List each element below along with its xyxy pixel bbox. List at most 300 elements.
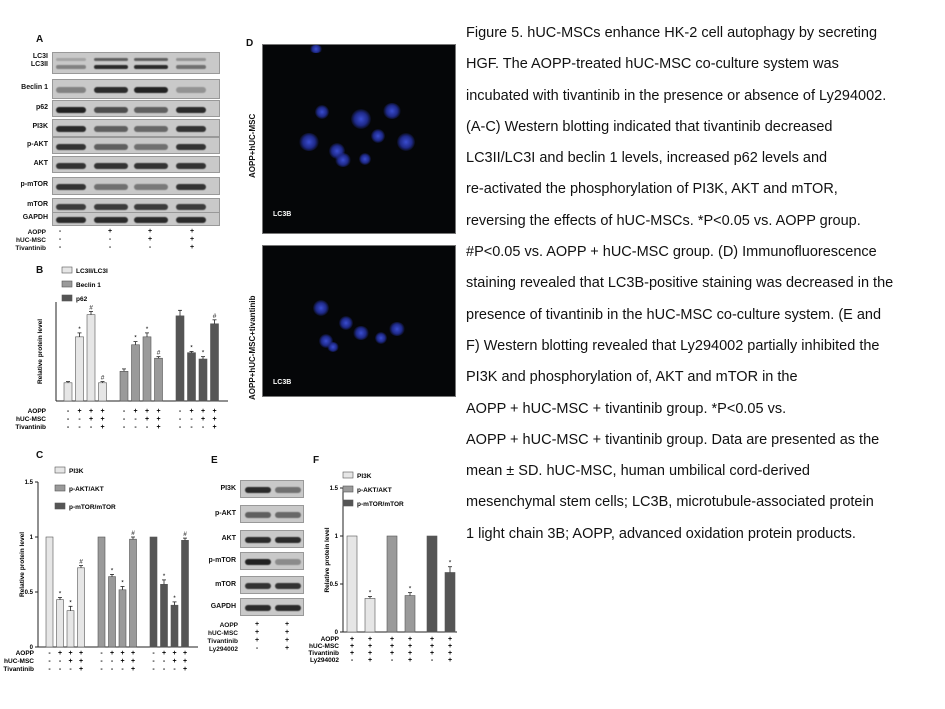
legend-swatch <box>62 281 72 287</box>
y-tick-label: 0 <box>29 645 33 651</box>
blot-band <box>176 204 206 210</box>
condition-sign: + <box>156 408 161 415</box>
condition-sign: + <box>130 658 136 665</box>
blot-band <box>176 87 206 93</box>
condition-sign: + <box>172 658 177 665</box>
bar <box>57 600 64 647</box>
significance-mark: * <box>190 344 193 352</box>
blot-condition-sign: + <box>254 621 260 628</box>
legend-label: p62 <box>76 296 88 303</box>
blot-row-label: AKT <box>221 535 236 542</box>
condition-sign: - <box>152 658 155 665</box>
blot-row-label: p62 <box>35 103 48 111</box>
fluor-top-side-label: AOPP+hUC-MSC <box>248 113 257 178</box>
significance-mark: # <box>79 558 83 566</box>
bar <box>98 537 105 647</box>
blot-band <box>176 217 206 223</box>
condition-sign: + <box>156 424 161 431</box>
condition-sign: - <box>145 424 149 431</box>
caption-line: 1 light chain 3B; AOPP, advanced oxidation protein products. <box>466 525 856 542</box>
blot-band <box>275 559 301 565</box>
condition-sign: + <box>182 658 188 665</box>
blot-condition-label: AOPP <box>27 229 46 236</box>
blot-strip <box>52 198 220 213</box>
condition-label: AOPP <box>15 650 34 657</box>
condition-sign: + <box>212 424 217 431</box>
blot-band <box>56 144 86 150</box>
significance-mark: * <box>69 599 72 607</box>
condition-sign: + <box>144 408 150 415</box>
y-tick-label: 0.5 <box>24 590 33 596</box>
blot-strip <box>52 156 220 173</box>
condition-sign: + <box>88 408 94 415</box>
condition-sign: - <box>121 666 124 673</box>
blot-row-label: GAPDH <box>210 603 236 610</box>
condition-sign: - <box>89 424 93 431</box>
fluor-image-bottom <box>262 245 456 397</box>
condition-sign: - <box>48 658 51 665</box>
y-tick-label: 0 <box>334 630 338 636</box>
condition-sign: - <box>178 416 182 423</box>
blot-condition-label: hUC-MSC <box>208 630 238 637</box>
caption-line: presence of tivantinib in the hUC-MSC co-culture system. (E and <box>466 306 882 323</box>
blot-strip <box>52 177 220 195</box>
condition-sign: + <box>367 657 373 664</box>
blot-band <box>245 537 271 543</box>
blot-condition-label: Tivantinib <box>15 245 46 252</box>
bar <box>120 371 128 401</box>
condition-sign: + <box>57 650 63 657</box>
blot-band <box>56 126 86 132</box>
bar <box>78 568 85 647</box>
significance-mark: * <box>134 334 137 342</box>
condition-sign: + <box>212 416 217 423</box>
bar <box>155 358 163 401</box>
blot-condition-label: Tivantinib <box>207 638 238 645</box>
condition-sign: - <box>58 658 62 665</box>
caption-line: mesenchymal stem cells; LC3B, microtubule-associated protein <box>466 494 874 511</box>
blot-condition-sign: + <box>189 236 195 243</box>
condition-sign: - <box>201 424 205 431</box>
legend-label: p-AKT/AKT <box>69 486 104 493</box>
blot-condition-sign: + <box>189 228 195 235</box>
legend-swatch <box>55 503 65 509</box>
caption-line: #P<0.05 vs. AOPP + hUC-MSC group. (D) Immunofluorescence <box>466 244 877 261</box>
blot-band <box>94 184 128 190</box>
bar <box>347 536 357 632</box>
blot-strip <box>240 552 304 570</box>
condition-sign: + <box>407 643 413 650</box>
blot-band <box>245 487 271 493</box>
y-tick-label: 1.5 <box>329 486 338 492</box>
condition-sign: - <box>190 416 193 423</box>
y-tick-label: 1 <box>334 534 338 540</box>
condition-sign: + <box>407 650 413 657</box>
caption-line: PI3K and phosphorylation of, AKT and mTOR in the <box>466 369 798 386</box>
blot-band <box>245 605 271 611</box>
fluor-top-tag: LC3B <box>273 211 292 218</box>
condition-sign: + <box>212 408 217 415</box>
condition-label: hUC-MSC <box>309 643 339 650</box>
legend-swatch <box>62 295 72 301</box>
condition-sign: - <box>430 657 434 664</box>
condition-sign: - <box>48 650 51 657</box>
blot-band <box>56 204 86 210</box>
significance-mark: * <box>145 325 149 333</box>
significance-mark: * <box>58 590 62 598</box>
caption-line: (A-C) Western blotting indicated that tivantinib decreased <box>466 118 833 135</box>
blot-band <box>245 512 271 518</box>
legend-swatch <box>343 472 353 478</box>
blot-row-label: mTOR <box>215 581 236 588</box>
condition-sign: + <box>77 408 82 415</box>
condition-sign: - <box>66 416 70 423</box>
blot-strip <box>52 137 220 154</box>
condition-sign: - <box>152 650 155 657</box>
condition-sign: - <box>162 658 166 665</box>
fluor-bottom-side-label: AOPP+hUC-MSC+tivantinib <box>248 295 257 400</box>
blot-strip <box>52 212 220 226</box>
caption-line: Figure 5. hUC-MSCs enhance HK-2 cell autophagy by secreting <box>466 25 878 41</box>
condition-sign: + <box>100 408 105 415</box>
condition-sign: - <box>134 416 137 423</box>
condition-sign: + <box>349 650 355 657</box>
condition-sign: - <box>134 424 137 431</box>
condition-sign: - <box>350 657 354 664</box>
legend-label: p-mTOR/mTOR <box>69 504 116 511</box>
condition-sign: + <box>367 650 373 657</box>
condition-sign: + <box>367 643 373 650</box>
condition-sign: + <box>133 408 138 415</box>
condition-sign: + <box>68 650 73 657</box>
legend-swatch <box>343 486 353 492</box>
condition-sign: + <box>200 408 206 415</box>
blot-band <box>134 126 168 132</box>
condition-sign: - <box>110 658 114 665</box>
blot-band <box>94 65 128 69</box>
blot-band <box>176 65 206 69</box>
y-tick-label: 1.5 <box>24 480 33 486</box>
bar <box>176 316 184 401</box>
blot-band <box>94 204 128 210</box>
y-axis-label: Relative protein level <box>37 318 44 385</box>
blot-row-label: p-AKT <box>27 140 48 148</box>
blot-strip <box>240 598 304 616</box>
condition-sign: - <box>162 666 166 673</box>
bar <box>132 345 140 401</box>
blot-row-label: p-mTOR <box>208 557 236 564</box>
condition-sign: + <box>429 636 435 643</box>
condition-sign: + <box>144 416 150 423</box>
panel-label-a: A <box>36 34 44 45</box>
bar <box>150 537 157 647</box>
blot-band <box>134 217 168 223</box>
bar <box>76 337 84 401</box>
blot-row-label: GAPDH <box>22 214 48 221</box>
significance-mark: # <box>131 530 135 537</box>
bar <box>211 324 219 401</box>
blot-band <box>56 107 86 113</box>
significance-mark: # <box>100 374 105 382</box>
blot-band <box>94 217 128 223</box>
blot-band <box>275 487 301 493</box>
blot-condition-sign: + <box>284 645 290 652</box>
blot-condition-sign: - <box>108 244 112 251</box>
blot-condition-sign: + <box>189 244 195 251</box>
blot-band <box>275 583 301 589</box>
significance-mark: * <box>110 567 114 575</box>
blot-band <box>245 559 271 565</box>
caption-line: re-activated the phosphorylation of PI3K, AKT and mTOR, <box>466 181 838 198</box>
caption-line: F) Western blotting revealed that Ly294002 partially inhibited the <box>466 337 880 354</box>
condition-label: Tivantinib <box>308 650 339 657</box>
blot-row-label: Beclin 1 <box>21 84 48 91</box>
significance-mark: * <box>368 589 372 597</box>
blot-condition-sign: - <box>58 236 62 243</box>
condition-sign: - <box>58 666 62 673</box>
bar <box>445 572 455 632</box>
condition-sign: + <box>161 650 167 657</box>
bar <box>171 605 178 647</box>
blot-strip <box>240 505 304 523</box>
caption-line: reversing the effects of hUC-MSCs. *P<0.05 vs. AOPP group. <box>466 212 861 229</box>
condition-sign: + <box>389 636 395 643</box>
condition-sign: - <box>48 666 51 673</box>
blot-condition-sign: - <box>58 244 62 251</box>
caption-line: staining revealed that LC3B-positive staining was decreased in the <box>466 275 894 292</box>
blot-band <box>134 107 168 113</box>
condition-sign: - <box>178 408 182 415</box>
bar <box>387 536 397 632</box>
condition-sign: - <box>69 666 72 673</box>
condition-sign: + <box>130 666 136 673</box>
condition-label: Ly294002 <box>309 657 339 664</box>
condition-sign: + <box>429 650 435 657</box>
blot-condition-label: hUC-MSC <box>16 237 46 244</box>
condition-sign: + <box>78 666 84 673</box>
condition-sign: - <box>190 424 193 431</box>
condition-sign: + <box>447 636 453 643</box>
significance-mark: * <box>448 559 452 567</box>
condition-sign: + <box>78 658 84 665</box>
condition-sign: + <box>109 650 115 657</box>
chart-c <box>0 452 210 687</box>
blot-strip <box>52 100 220 117</box>
condition-sign: + <box>407 657 413 664</box>
panel-label-e: E <box>211 455 218 466</box>
significance-mark: * <box>121 579 124 587</box>
condition-label: Tivantinib <box>15 424 46 431</box>
legend-swatch <box>343 500 353 506</box>
blot-band <box>56 58 86 61</box>
figure-caption <box>466 18 936 550</box>
legend-swatch <box>55 467 65 473</box>
blot-band <box>94 58 128 61</box>
legend-label: LC3II/LC3I <box>76 268 108 275</box>
y-tick-label: 0.5 <box>329 582 338 588</box>
condition-sign: + <box>182 650 188 657</box>
blot-band <box>134 144 168 150</box>
condition-sign: + <box>200 416 206 423</box>
blot-strip <box>240 530 304 548</box>
condition-sign: + <box>68 658 73 665</box>
condition-sign: + <box>100 416 105 423</box>
blot-condition-sign: + <box>107 228 113 235</box>
condition-sign: - <box>122 424 126 431</box>
blot-band <box>94 87 128 93</box>
blot-band <box>134 163 168 169</box>
blot-row-label: LC3I <box>32 53 48 60</box>
condition-sign: + <box>447 657 453 664</box>
blot-band <box>176 163 206 169</box>
condition-sign: - <box>152 666 155 673</box>
chart-f <box>305 458 465 683</box>
blot-band <box>176 107 206 113</box>
blot-row-label: AKT <box>33 159 48 167</box>
bar <box>427 536 437 632</box>
blot-condition-sign: + <box>284 621 290 628</box>
blot-row-label: mTOR <box>27 200 48 208</box>
condition-sign: + <box>349 636 355 643</box>
blot-row-label: PI3K <box>32 123 48 130</box>
blot-condition-sign: + <box>284 629 290 636</box>
significance-mark: # <box>212 312 217 320</box>
blot-band <box>56 163 86 169</box>
blot-condition-sign: + <box>254 637 260 644</box>
blot-condition-sign: + <box>284 637 290 644</box>
blot-band <box>275 605 301 611</box>
y-axis-label: Relative protein level <box>19 531 26 598</box>
condition-sign: + <box>120 658 125 665</box>
bar <box>199 359 207 401</box>
significance-mark: # <box>183 531 187 539</box>
blot-band <box>245 583 271 589</box>
condition-sign: + <box>389 650 395 657</box>
panel-label-b: B <box>36 265 44 276</box>
condition-sign: - <box>78 416 81 423</box>
y-tick-label: 1 <box>29 535 33 541</box>
bar <box>188 353 196 401</box>
legend-label: PI3K <box>357 473 372 480</box>
significance-mark: # <box>156 349 161 357</box>
blot-condition-sign: - <box>148 244 152 251</box>
condition-sign: - <box>390 657 394 664</box>
condition-sign: + <box>389 643 395 650</box>
significance-mark: * <box>408 585 412 593</box>
condition-sign: - <box>100 650 103 657</box>
blot-condition-sign: + <box>254 629 260 636</box>
condition-sign: - <box>100 658 103 665</box>
panel-label-d: D <box>246 38 254 49</box>
legend-swatch <box>62 267 72 273</box>
condition-sign: + <box>78 650 84 657</box>
blot-band <box>134 58 168 61</box>
panel-label-c: C <box>36 450 44 461</box>
condition-label: AOPP <box>27 408 46 415</box>
blot-band <box>56 87 86 93</box>
blot-band <box>56 65 86 69</box>
blot-band <box>275 512 301 518</box>
bar <box>46 537 53 647</box>
chart-b <box>0 262 235 442</box>
blot-condition-sign: + <box>147 236 153 243</box>
blot-strip <box>52 79 220 99</box>
condition-sign: + <box>88 416 94 423</box>
bar <box>64 383 72 401</box>
condition-sign: - <box>178 424 182 431</box>
blot-band <box>176 184 206 190</box>
significance-mark: * <box>162 572 166 580</box>
blot-strip <box>52 119 220 137</box>
condition-sign: + <box>156 416 161 423</box>
bar <box>365 598 375 632</box>
caption-line: AOPP + hUC-MSC + tivantinib group. *P<0.05 vs. <box>466 400 787 417</box>
blot-strip <box>52 52 220 74</box>
condition-sign: - <box>173 666 176 673</box>
significance-mark: * <box>78 325 81 333</box>
bar <box>130 539 137 647</box>
blot-band <box>56 217 86 223</box>
condition-sign: + <box>447 643 453 650</box>
condition-sign: - <box>100 666 103 673</box>
significance-mark: * <box>173 594 176 602</box>
significance-mark: * <box>201 349 205 357</box>
blot-band <box>134 184 168 190</box>
fluor-bottom-tag: LC3B <box>273 379 292 386</box>
bar <box>405 596 415 632</box>
blot-band <box>176 58 206 61</box>
blot-band <box>275 537 301 543</box>
condition-sign: + <box>100 424 105 431</box>
significance-mark: # <box>89 304 93 312</box>
legend-label: p-AKT/AKT <box>357 487 392 494</box>
condition-label: Tivantinib <box>3 666 34 673</box>
blot-band <box>134 65 168 69</box>
blot-band <box>176 126 206 132</box>
fluor-image-top <box>262 44 456 234</box>
blot-band <box>134 87 168 93</box>
condition-sign: + <box>189 408 194 415</box>
blot-strip <box>240 480 304 498</box>
blot-row-label: p-mTOR <box>20 181 48 188</box>
blot-band <box>134 204 168 210</box>
blot-strip <box>240 576 304 594</box>
condition-sign: + <box>447 650 453 657</box>
condition-sign: + <box>367 636 373 643</box>
blot-band <box>94 107 128 113</box>
condition-label: hUC-MSC <box>4 658 34 665</box>
legend-swatch <box>55 485 65 491</box>
caption-line: incubated with tivantinib in the presence or absence of Ly294002. <box>466 87 887 104</box>
bar <box>67 611 74 647</box>
bar <box>161 584 168 647</box>
bar <box>109 577 116 647</box>
bar <box>143 337 151 401</box>
bar <box>99 383 107 401</box>
condition-sign: + <box>120 650 125 657</box>
caption-line: LC3II/LC3I and beclin 1 levels, increased p62 levels and <box>466 150 828 167</box>
condition-sign: - <box>122 416 126 423</box>
blot-band <box>94 144 128 150</box>
condition-sign: + <box>429 643 435 650</box>
legend-label: PI3K <box>69 468 84 475</box>
blot-condition-sign: - <box>255 645 259 652</box>
condition-sign: + <box>172 650 177 657</box>
bar <box>87 315 95 401</box>
condition-label: hUC-MSC <box>16 416 46 423</box>
condition-sign: + <box>407 636 413 643</box>
legend-label: Beclin 1 <box>76 282 101 289</box>
